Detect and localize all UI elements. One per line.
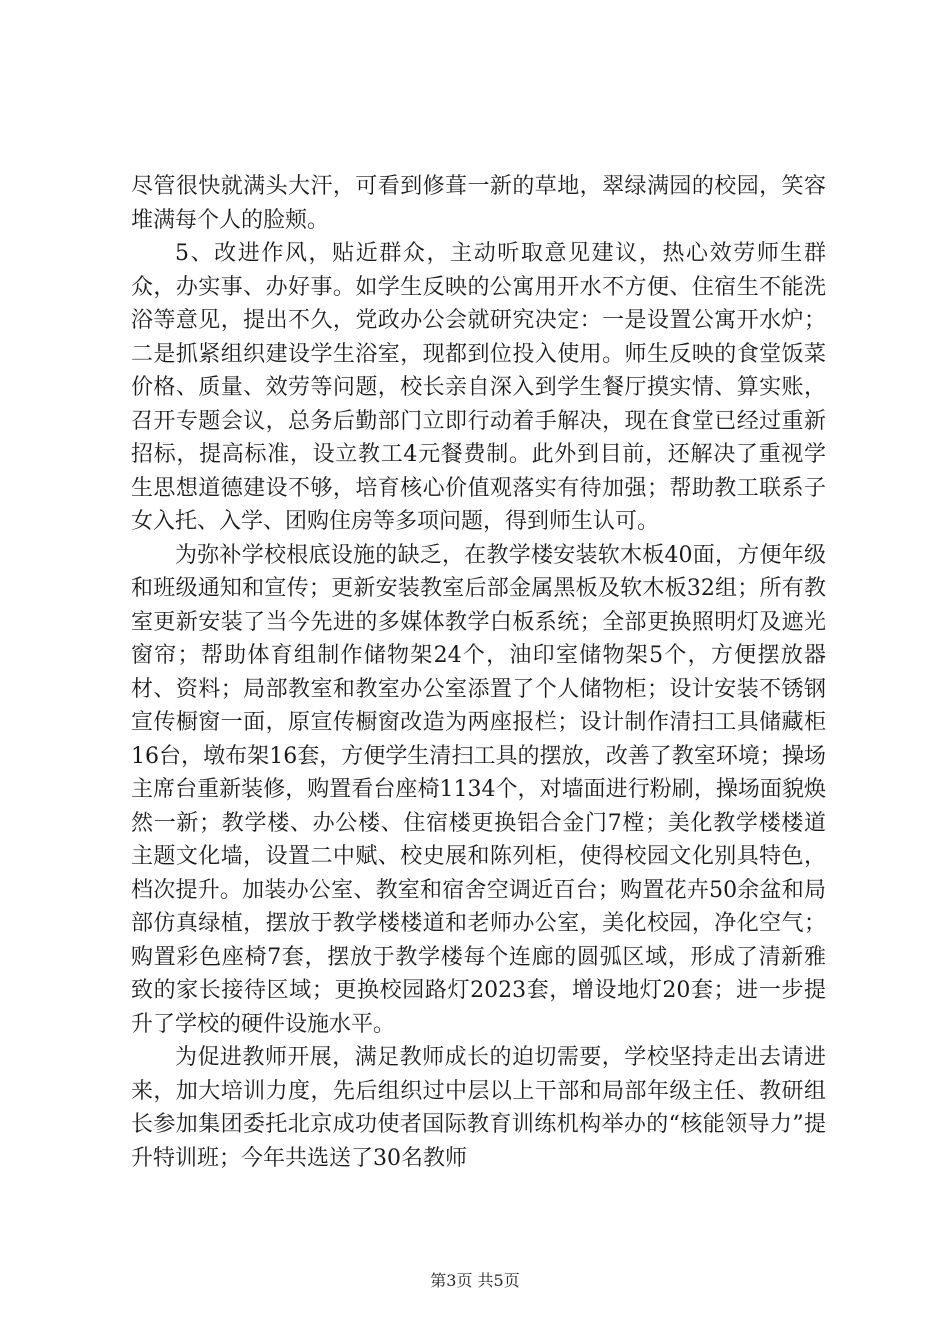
paragraph-continuation: 尽管很快就满头大汗，可看到修葺一新的草地，翠绿满园的校园，笑容堆满每个人的脸颊。 <box>131 174 826 233</box>
paragraph-teacher-training: 为促进教师开展，满足教师成长的迫切需要，学校坚持走出去请进来，加大培训力度，先后组织过中层以上干部和局部年级主任、教研组长参加集团委托北京成功使者国际教育训练机构举办的“核能领导力”提升特训班；今年共选送了30名教师 <box>131 1045 826 1171</box>
paragraph-facilities: 为弥补学校根底设施的缺乏，在教学楼安装软木板40面，方便年级和班级通知和宣传；更新安装教室后部金属黑板及软木板32组；所有教室更新安装了当今先进的多媒体教学白板系统；全部更换照明灯及遮光窗帘；帮助体育组制作储物架24个，油印室储物架5个，方便摆放器材、资料；局部教室和教室办公室添置了个人储物柜；设计安装不锈钢宣传橱窗一面，原宣传橱窗改造为两座报栏；设计制作清扫工具储藏柜16台，墩布架16套，方便学生清扫工具的摆放，改善了教室环境；操场主席台重新装修，购置看台座椅1134个，对墙面进行粉刷，操场面貌焕然一新；教学楼、办公楼、住宿楼更换铝合金门7樘；美化教学楼楼道主题文化墙，设置二中赋、校史展和陈列柜，使得校园文化别具特色，档次提升。加装办公室、教室和宿舍空调近百台；购置花卉50余盆和局部仿真绿植，摆放于教学楼楼道和老师办公室，美化校园，净化空气；购置彩色座椅7套，摆放于教学楼每个连廊的圆弧区域，形成了清新雅致的家长接待区域；更换校园路灯2023套，增设地灯20套；进一步提升了学校的硬件设施水平。 <box>131 542 826 1037</box>
page-footer: 第3页 共5页 <box>430 1271 520 1290</box>
paragraph-item-5: 5、改进作风，贴近群众，主动听取意见建议，热心效劳师生群众，办实事、办好事。如学生反映的公寓用开水不方便、住宿生不能洗浴等意见，提出不久，党政办公会就研究决定：一是设置公寓开水炉；二是抓紧组织建设学生浴室，现都到位投入使用。师生反映的食堂饭菜价格、质量、效劳等问题，校长亲自深入到学生餐厅摸实情、算实账，召开专题会议，总务后勤部门立即行动着手解决，现在食堂已经过重新招标，提高标准，设立教工4元餐费制。此外到目前，还解决了重视学生思想道德建设不够，培育核心价值观落实有待加强；帮助教工联系子女入托、入学、团购住房等多项问题，得到师生认可。 <box>131 241 826 534</box>
document-body <box>131 170 826 1175</box>
